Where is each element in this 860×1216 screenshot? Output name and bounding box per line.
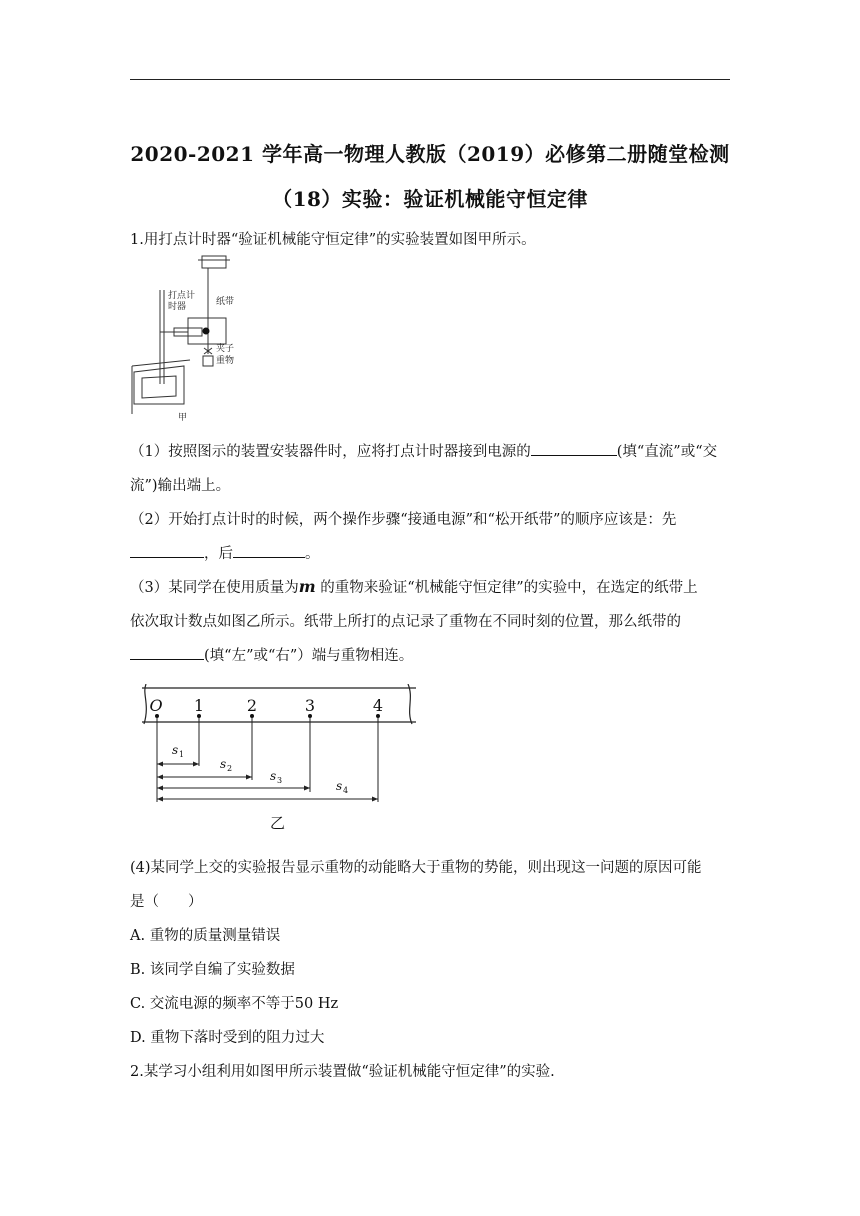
timer-dot [203, 328, 210, 335]
header-rule [130, 79, 730, 80]
document-title-line2: （18）实验：验证机械能守恒定律 [272, 187, 588, 211]
label-clip: 夹子 [216, 344, 235, 354]
figure-paper-tape [140, 684, 420, 834]
q1-part1-text-b: (填“直流”或“交 [616, 444, 718, 460]
s2-label: s [220, 757, 227, 771]
point-label-3: 3 [304, 696, 316, 715]
answer-blank-1[interactable] [531, 441, 617, 456]
s2-subscript: 2 [227, 764, 233, 773]
q1-part1-text-a: （1）按照图示的装置安装器件时，应将打点计时器接到电源的 [130, 444, 531, 460]
q1-part1-line2: 流”)输出端上。 [130, 478, 231, 494]
option-c[interactable]: C. 交流电源的频率不等于50 Hz [130, 996, 339, 1012]
q1-part2-line1: （2）开始打点计时的时候，两个操作步骤“接通电源”和“松开纸带”的顺序应该是：先 [130, 512, 677, 528]
label-weight: 重物 [216, 356, 235, 366]
point-label-4: 4 [372, 696, 384, 715]
figure-apparatus [130, 254, 250, 424]
answer-blank-3[interactable] [233, 543, 305, 558]
top-clamp [202, 256, 226, 268]
s4-subscript: 4 [343, 786, 349, 795]
mass-symbol: m [298, 577, 316, 596]
label-tape: 纸带 [216, 297, 235, 307]
q1-part3-text-a1: （3）某同学在使用质量为 [130, 580, 299, 596]
q2-intro: 2.某学习小组利用如图甲所示装置做“验证机械能守恒定律”的实验. [130, 1064, 555, 1080]
q1-intro: 1.用打点计时器“验证机械能守恒定律”的实验装置如图甲所示。 [130, 232, 536, 248]
answer-blank-2[interactable] [130, 543, 204, 558]
point-label-O: O [149, 696, 163, 715]
q1-part2-text-b: ，后 [204, 546, 233, 562]
document-title-line1: 2020-2021 学年高一物理人教版（2019）必修第二册随堂检测 [130, 142, 730, 166]
q1-part3-line2: 依次取计数点如图乙所示。纸带上所打的点记录了重物在不同时刻的位置，那么纸带的 [130, 614, 681, 630]
q1-part2-text-c: 。 [305, 546, 320, 562]
point-label-1: 1 [193, 696, 205, 715]
figure-a-caption: 甲 [178, 413, 188, 423]
label-timer-1: 打点计 [168, 291, 196, 301]
q1-part4-line1: (4)某同学上交的实验报告显示重物的动能略大于重物的势能，则出现这一问题的原因可能 [130, 860, 702, 876]
q1-part3-text-a2: 的重物来验证“机械能守恒定律”的实验中，在选定的纸带上 [315, 580, 698, 596]
q1-part3-text-c: (填“左”或“右”）端与重物相连。 [204, 648, 414, 664]
weight [203, 356, 213, 366]
option-a[interactable]: A. 重物的质量测量错误 [130, 928, 281, 944]
s3-label: s [270, 769, 277, 783]
option-d[interactable]: D. 重物下落时受到的阻力过大 [130, 1030, 325, 1046]
q1-part1-line1 [130, 440, 717, 461]
figure-b-caption: 乙 [270, 814, 286, 832]
q1-part3-line1 [130, 576, 698, 597]
label-timer-2: 时器 [168, 302, 187, 312]
s3-subscript: 3 [277, 776, 283, 785]
option-b[interactable]: B. 该同学自编了实验数据 [130, 962, 295, 978]
s1-subscript: 1 [179, 750, 185, 759]
s1-label: s [172, 743, 179, 757]
q1-part4-line2: 是（ ） [130, 894, 203, 910]
answer-blank-4[interactable] [130, 645, 204, 660]
q1-part2-line2 [130, 542, 320, 563]
q1-part3-line3 [130, 644, 413, 665]
point-label-2: 2 [246, 696, 258, 715]
s4-label: s [336, 779, 343, 793]
